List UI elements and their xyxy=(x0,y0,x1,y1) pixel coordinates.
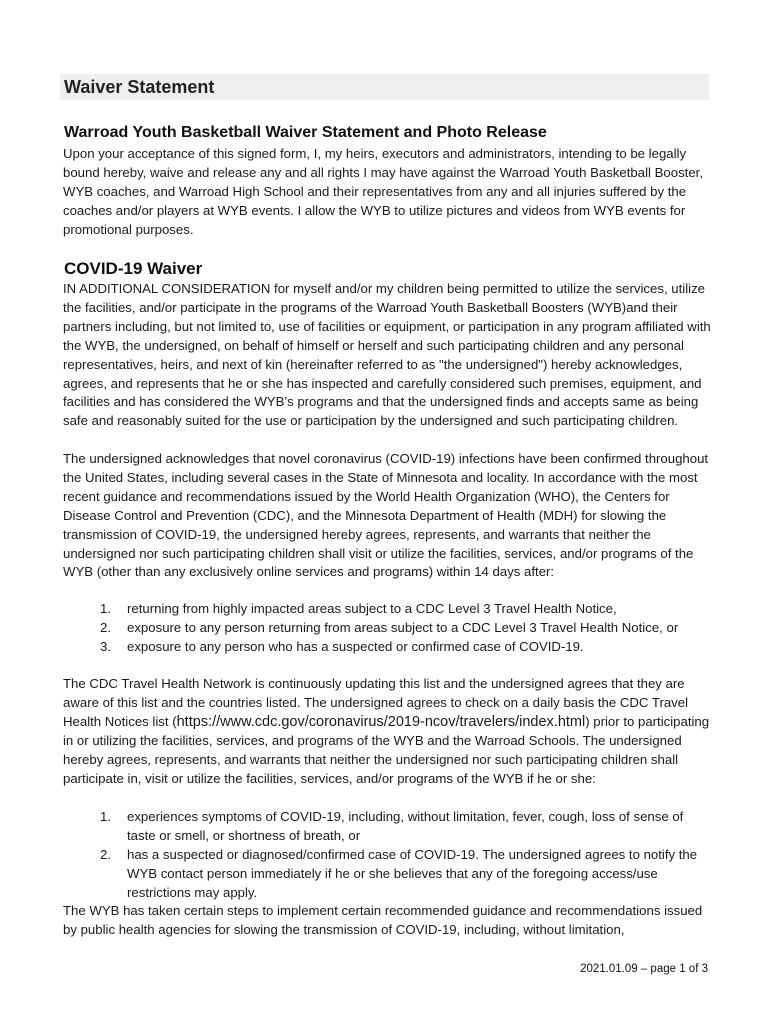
covid-heading: COVID-19 Waiver xyxy=(64,259,203,278)
list-item xyxy=(100,638,710,657)
list-number: 2. xyxy=(100,619,111,635)
list-item-text: returning from highly impacted areas subject to a CDC Level 3 Travel Health Notice, xyxy=(127,601,617,616)
page-footer: 2021.01.09 – page 1 of 3 xyxy=(580,963,708,975)
list-item-text: exposure to any person who has a suspected or confirmed case of COVID-19. xyxy=(127,638,584,654)
list-item xyxy=(100,846,710,903)
waiver-heading: Warroad Youth Basketball Waiver Statement and Photo Release xyxy=(64,124,547,141)
cdc-travel-link[interactable]: https://www.cdc.gov/coronavirus/2019-ncov/travelers/index.html xyxy=(176,713,586,730)
covid-paragraph-2: The undersigned acknowledges that novel coronavirus (COVID-19) infections have been confirmed throughout the United States, including several cases in the State of Minnesota and locality. In accordance with the most recent guidance and recommendations issued by the World Health Organization (WHO), the Centers for Disease Control and Prevention (CDC), and the Minnesota Department of Health (MDH) for slowing the transmission of COVID-19, the undersigned hereby agrees, represents, and warrants that neither the undersigned nor such participating children shall visit or utilize the facilities, services, and/or programs of the WYB (other than any exclusively online services and programs) within 14 days after: xyxy=(63,451,709,580)
cdc-text-after-link: ) prior to participating in or utilizing the facilities, services, and programs of the WYB and the Warroad Schools. The undersigned hereby agrees, represents, and warrants that neither the undersigned nor such participating children shall participate in, visit or utilize the facilities, services, and/or programs of the WYB if he or she: xyxy=(63,713,710,786)
list-item xyxy=(100,808,710,846)
list-number: 1. xyxy=(100,809,111,824)
list-item xyxy=(100,619,710,638)
list-item xyxy=(100,600,710,619)
list-number: 2. xyxy=(100,846,111,862)
wyb-paragraph: The WYB has taken certain steps to implement certain recommended guidance and recommendations issued by public health agencies for slowing the transmission of COVID-19, including, without limitation, xyxy=(63,903,703,937)
covid-paragraph-1: IN ADDITIONAL CONSIDERATION for myself and/or my children being permitted to utilize the services, utilize the facilities, and/or participate in the programs of the Warroad Youth Basketball Boosters (WYB)and their partners including, but not limited to, use of facilities or equipment, or participation in any program affiliated with the WYB, the undersigned, on behalf of himself or herself and such participating children and any personal representatives, heirs, and next of kin (hereinafter referred to as "the undersigned") hereby acknowledges, agrees, and represents that he or she has inspected and carefully considered such premises, equipment, and facilities and has considered the WYB’s programs and that the undersigned finds and accepts same as being safe and reasonably suited for the use or participation by the undersigned and such participating children. xyxy=(63,281,711,429)
restriction-list xyxy=(100,600,710,657)
list-item-text: exposure to any person returning from areas subject to a CDC Level 3 Travel Health Notice, or xyxy=(127,619,679,635)
symptom-list xyxy=(100,808,710,903)
section-title: Waiver Statement xyxy=(64,77,215,97)
waiver-paragraph: Upon your acceptance of this signed form, I, my heirs, executors and administrators, intending to be legally bound hereby, waive and release any and all rights I may have against the Warroad Youth Basketball Booster, WYB coaches, and Warroad High School and their representatives from any and all injuries suffered by the coaches and/or players at WYB events. I allow the WYB to utilize pictures and videos from WYB events for promotional purposes. xyxy=(63,146,703,237)
list-number: 3. xyxy=(100,638,111,654)
list-item-text: experiences symptoms of COVID-19, including, without limitation, fever, cough, loss of sense of taste or smell, or shortness of breath, or xyxy=(127,809,684,843)
list-item-text: has a suspected or diagnosed/confirmed case of COVID-19. The undersigned agrees to notify the WYB contact person immediately if he or she believes that any of the foregoing access/use restrictions may apply. xyxy=(127,846,698,900)
cdc-paragraph xyxy=(63,675,713,788)
list-number: 1. xyxy=(100,601,111,616)
cdc-text-before-link: The CDC Travel Health Network is continuously updating this list and the undersigned agrees that they are aware of this list and the countries listed. The undersigned agrees to check on a daily basis the CDC Travel Health Notices list ( xyxy=(63,676,689,729)
